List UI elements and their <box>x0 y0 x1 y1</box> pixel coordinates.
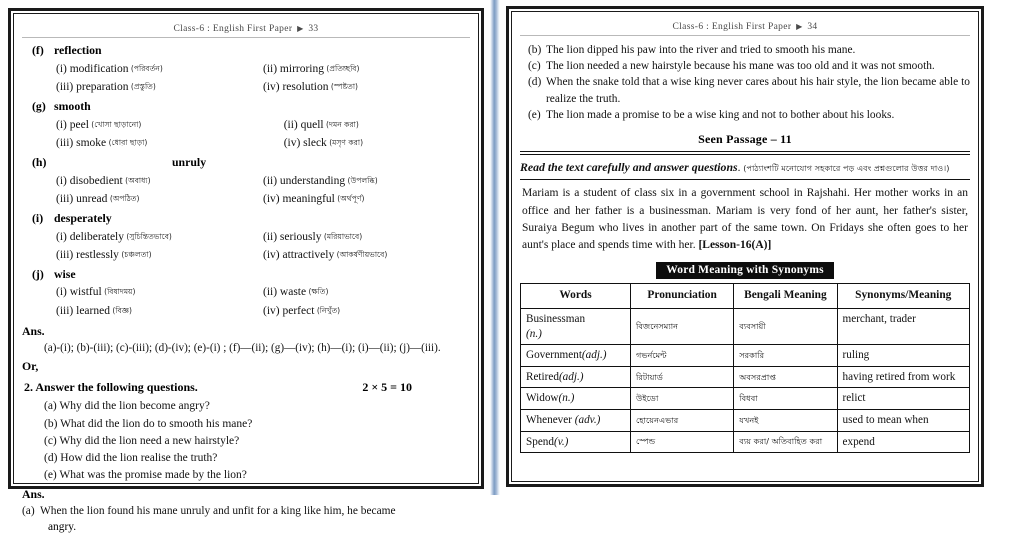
cell-bengali-meaning: ব্যবসায়ী <box>734 309 837 345</box>
passage-instruction <box>520 159 970 176</box>
cell-bengali-meaning: সরকারি <box>734 345 837 367</box>
cell-bengali-meaning: অবসরপ্রাপ্ত <box>734 366 837 388</box>
mcq-option[interactable] <box>263 78 470 97</box>
cell-word-text: Government <box>526 349 582 362</box>
mcq-option[interactable] <box>56 283 263 302</box>
cell-pronunciation: রিটায়ার্ড <box>631 366 734 388</box>
seen-passage-title: Seen Passage – 11 <box>698 131 792 146</box>
mcq-option-gloss: (অবাধ্য) <box>122 175 151 185</box>
mcq-option[interactable] <box>263 60 470 79</box>
question-2-marks: 2 × 5 = 10 <box>362 379 412 394</box>
left-running-head-text: Class-6 : English First Paper <box>173 24 293 34</box>
mcq-option-text: (i) disobedient <box>56 174 123 187</box>
cell-pronunciation: গভর্নমেন্ট <box>631 345 734 367</box>
right-page-number: 34 <box>807 22 818 32</box>
mcq-option-gloss: (বিষাদময়) <box>101 287 136 297</box>
mcq-group <box>22 154 470 209</box>
mcq-group-word: smooth <box>54 98 91 113</box>
mcq-option[interactable] <box>56 228 263 247</box>
left-running-head <box>22 18 470 38</box>
mcq-group <box>22 42 470 97</box>
cell-pronunciation: স্পেন্ড <box>631 431 734 453</box>
passage-instruction-rule <box>520 179 970 180</box>
passage-text <box>520 185 970 254</box>
table-row <box>521 309 970 345</box>
mcq-option-list <box>22 116 470 153</box>
cell-synonyms: ruling <box>837 345 969 367</box>
mcq-option-text: (ii) mirroring <box>263 62 324 75</box>
mcq-group-heading <box>22 98 470 116</box>
header-bengali-meaning: Bengali Meaning <box>734 284 837 309</box>
table-row <box>521 345 970 367</box>
mcq-option-text: (i) deliberately <box>56 230 125 243</box>
mcq-option-gloss: (প্রস্তুতি) <box>128 82 156 92</box>
answers-continued <box>520 40 970 123</box>
cell-word <box>521 431 631 453</box>
answer-item <box>528 74 970 106</box>
header-pronunciation: Pronunciation <box>631 284 734 309</box>
cell-word <box>521 345 631 367</box>
mcq-option-gloss: (প্রতিচ্ছবি) <box>324 63 360 73</box>
mcq-group-word: reflection <box>54 43 102 57</box>
answer-item-text <box>546 58 970 74</box>
mcq-option-gloss: (অর্থপূর্ণ) <box>334 194 365 204</box>
mcq-group-word: wise <box>54 266 76 281</box>
mcq-option[interactable] <box>56 134 284 153</box>
cell-word-pos: (n.) <box>526 327 542 340</box>
mcq-option[interactable] <box>56 172 263 191</box>
cell-word-pos: (v.) <box>553 435 569 448</box>
header-synonyms-meaning: Synonyms/Meaning <box>837 284 969 309</box>
mcq-option-gloss: (স্পষ্টতা) <box>328 82 358 92</box>
cell-word-pos: (n.) <box>558 392 575 405</box>
mcq-option-text: (i) peel <box>56 118 89 131</box>
right-page-inner-border <box>511 11 979 482</box>
mcq-option-text: (ii) understanding <box>263 174 346 187</box>
answer-2-item-a-line1: When the lion found his mane unruly and unfit for a king like him, he became <box>40 504 396 517</box>
right-triangle-icon: ▶ <box>297 24 304 33</box>
mcq-option-text: (ii) seriously <box>263 230 322 243</box>
mcq-group-word: desperately <box>54 210 112 225</box>
mcq-option-text: (iv) resolution <box>263 81 329 94</box>
cell-synonyms: relict <box>837 388 969 410</box>
mcq-option-list <box>22 60 470 97</box>
mcq-option-list <box>22 228 470 265</box>
header-words: Words <box>521 284 631 309</box>
cell-word-pos: (adv.) <box>574 413 601 426</box>
cell-word-text: Retired <box>526 370 559 383</box>
answer-item-line: The lion needed a new hairstyle because his mane was too old and it was not <box>546 60 896 73</box>
cell-word <box>521 366 631 388</box>
right-running-head-text: Class-6 : English First Paper <box>672 22 792 32</box>
table-row <box>521 409 970 431</box>
answer-item-text <box>546 42 970 58</box>
mcq-group-word: unruly <box>172 154 207 169</box>
answer-item-mark: (b) <box>528 44 542 56</box>
mcq-group-heading <box>22 266 470 284</box>
cell-word <box>521 309 631 345</box>
question-item: (e) What was the promise made by the lion? <box>44 469 247 482</box>
passage-instruction-sep: . <box>737 161 741 174</box>
answer-item-line: smooth. <box>898 60 935 73</box>
mcq-group-heading <box>22 210 470 228</box>
answer-key-line: (a)-(i); (b)-(iii); (c)-(iii); (d)-(iv); (e)-(i) ; (f)—(ii); (g)—(iv); (h)—(i); (i)—(ii); (j)—(iii). <box>44 341 441 354</box>
mcq-group <box>22 98 470 153</box>
mcq-option-gloss: (চঞ্চলতা) <box>118 250 152 260</box>
passage-instruction-bn: (পাঠ্যাংশটি মনোযোগ সহকারে পড় এবং প্রশ্নগুলোর উত্তর দাও।) <box>743 162 950 173</box>
right-page <box>500 0 992 495</box>
mcq-option[interactable] <box>284 116 470 135</box>
passage-title-rule <box>520 151 970 155</box>
answer-item <box>528 42 970 58</box>
cell-word-pos: (adj.) <box>581 349 607 362</box>
right-page-outer-border <box>506 6 984 487</box>
mcq-option-list <box>22 283 470 320</box>
mcq-option-gloss: (দমন করা) <box>323 119 359 129</box>
mcq-option-text: (i) modification <box>56 62 129 75</box>
cell-word-text: Businessman <box>526 313 586 326</box>
mcq-group-heading <box>22 154 470 172</box>
mcq-option-text: (iii) restlessly <box>56 249 119 262</box>
mcq-list <box>22 42 470 321</box>
passage-lesson-ref: [Lesson-16(A)] <box>698 239 772 252</box>
question-item: (b) What did the lion do to smooth his mane? <box>44 417 253 430</box>
left-page-outer-border <box>8 8 484 534</box>
answer-item-mark: (c) <box>528 60 541 73</box>
mcq-group-letter: (h) <box>32 154 47 169</box>
table-row <box>521 431 970 453</box>
mcq-option-text: (iii) learned <box>56 305 110 318</box>
mcq-option-text: (ii) waste <box>263 286 307 299</box>
mcq-option[interactable] <box>56 60 263 79</box>
cell-synonyms: used to mean when <box>837 409 969 431</box>
word-meaning-banner: Word Meaning with Synonyms <box>656 262 834 279</box>
right-running-head <box>520 16 970 36</box>
mcq-option-text: (iv) perfect <box>263 305 315 318</box>
mcq-option[interactable] <box>56 78 263 97</box>
mcq-option-gloss: (মসৃণ করা) <box>326 138 364 148</box>
cell-word-text: Widow <box>526 392 559 405</box>
mcq-option[interactable] <box>263 283 470 302</box>
mcq-group <box>22 210 470 265</box>
left-page <box>0 0 490 534</box>
mcq-option-text: (iii) smoke <box>56 137 107 150</box>
mcq-option-gloss: (বিজ্ঞ) <box>109 306 132 316</box>
or-label: Or, <box>22 358 39 373</box>
mcq-option-gloss: (ধোব়া ছাড়া) <box>106 138 148 148</box>
passage-paragraph: Mariam is a student of class six in a government school in Rajshahi. Her mother works in an office and her father is a businessman. Mariam is very fond of her aunt, her father's sister, Suraiya Begum who lives in another part of the same town. On Fridays she often goes to her aunt's place and spends time with her. <box>522 187 968 252</box>
mcq-option-text: (ii) quell <box>283 118 324 131</box>
cell-word <box>521 388 631 410</box>
left-page-inner-border <box>13 13 479 534</box>
page-divider <box>490 0 500 495</box>
mcq-option[interactable] <box>284 134 470 153</box>
word-meaning-table <box>520 283 970 453</box>
mcq-option-gloss: (মরিয়াভাবে) <box>321 231 363 241</box>
answer-label-1: Ans. <box>22 323 45 338</box>
mcq-option-gloss: (পরিবর্তন) <box>128 63 163 73</box>
cell-pronunciation: হোয়েনএভার <box>631 409 734 431</box>
mcq-option-gloss: (উপলব্ধি) <box>345 175 378 185</box>
left-page-number: 33 <box>308 24 319 34</box>
question-2-label: 2. Answer the following questions. <box>24 379 198 394</box>
cell-synonyms: merchant, trader <box>837 309 969 345</box>
mcq-option[interactable] <box>263 246 470 265</box>
mcq-option-text: (i) wistful <box>56 286 102 299</box>
mcq-group-heading <box>22 42 470 60</box>
answer-2-item-a-line2: angry. <box>48 521 77 534</box>
mcq-group <box>22 266 470 321</box>
answer-item-line: When the snake told that a wise king never cares about his hair style, the lion <box>546 76 899 89</box>
question-2-items <box>22 398 470 484</box>
mcq-option-gloss: (সুচিন্তিতভাবে) <box>124 231 172 241</box>
table-header-row <box>521 284 970 309</box>
cell-synonyms: expend <box>837 431 969 453</box>
mcq-group-letter: (i) <box>32 210 44 225</box>
mcq-option-gloss: (আকর্ষণীয়ভাবে) <box>334 250 388 260</box>
cell-word-text: Spend <box>526 435 554 448</box>
cell-pronunciation: বিজনেসম্যান <box>631 309 734 345</box>
mcq-group-letter: (g) <box>32 98 46 113</box>
word-meaning-banner-wrap <box>520 260 970 279</box>
answer-item-text <box>546 74 970 106</box>
answer-item-line: became able to realize the truth. <box>546 76 970 105</box>
answer-2-item-a-text <box>40 503 470 519</box>
question-2-heading <box>22 376 470 399</box>
cell-pronunciation: উইডো <box>631 388 734 410</box>
mcq-option-text: (iv) sleck <box>283 137 327 150</box>
question-item: (a) Why did the lion become angry? <box>44 400 210 413</box>
mcq-option-text: (iv) meaningful <box>263 193 335 206</box>
right-triangle-icon: ▶ <box>796 22 803 31</box>
cell-word <box>521 409 631 431</box>
mcq-option[interactable] <box>263 172 470 191</box>
cell-synonyms: having retired from work <box>837 366 969 388</box>
mcq-option-list <box>22 172 470 209</box>
mcq-option[interactable] <box>56 302 263 321</box>
mcq-option-gloss: (নিখুঁত) <box>314 306 341 316</box>
mcq-option[interactable] <box>56 116 284 135</box>
answer-item <box>528 58 970 74</box>
mcq-option-text: (iv) attractively <box>263 249 335 262</box>
mcq-option-gloss: (অপঠিত) <box>107 194 140 204</box>
cell-bengali-meaning: ব্যয় করা/ অতিবাহিত করা <box>734 431 837 453</box>
mcq-option-gloss: (ক্ষতি) <box>306 287 329 297</box>
mcq-option[interactable] <box>263 302 470 321</box>
mcq-group-letter: (f) <box>32 43 44 57</box>
answer-item-line: The lion dipped his paw into the river and tried to smooth his mane. <box>546 44 856 56</box>
cell-word-pos: (adj.) <box>558 370 584 383</box>
mcq-option[interactable] <box>56 190 263 209</box>
answer-item-line: The lion made a promise to be a wise king and not to bother about his looks. <box>546 108 895 121</box>
answer-item-text <box>546 107 970 123</box>
mcq-option-text: (iii) preparation <box>56 81 129 94</box>
answer-item <box>528 107 970 123</box>
mcq-option-text: (iii) unread <box>56 193 108 206</box>
answer-2-item-a-mark: (a) <box>22 504 35 517</box>
mcq-option[interactable] <box>263 228 470 247</box>
answer-2-item-a <box>22 503 470 519</box>
cell-word-text: Whenever <box>526 413 575 426</box>
answer-label-2: Ans. <box>22 486 45 501</box>
cell-bengali-meaning: বিধবা <box>734 388 837 410</box>
mcq-option-gloss: (খোসা ছাড়ানো) <box>88 119 142 129</box>
table-row <box>521 388 970 410</box>
table-row <box>521 366 970 388</box>
question-item: (d) How did the lion realise the truth? <box>44 452 218 465</box>
mcq-group-letter: (j) <box>32 266 44 281</box>
passage-instruction-en: Read the text carefully and answer questions <box>520 159 738 174</box>
answer-item-mark: (e) <box>528 108 541 121</box>
mcq-option[interactable] <box>56 246 263 265</box>
question-item: (c) Why did the lion need a new hairstyle? <box>44 434 240 447</box>
mcq-option[interactable] <box>263 190 470 209</box>
cell-bengali-meaning: যখনই <box>734 409 837 431</box>
answer-item-mark: (d) <box>528 76 542 89</box>
